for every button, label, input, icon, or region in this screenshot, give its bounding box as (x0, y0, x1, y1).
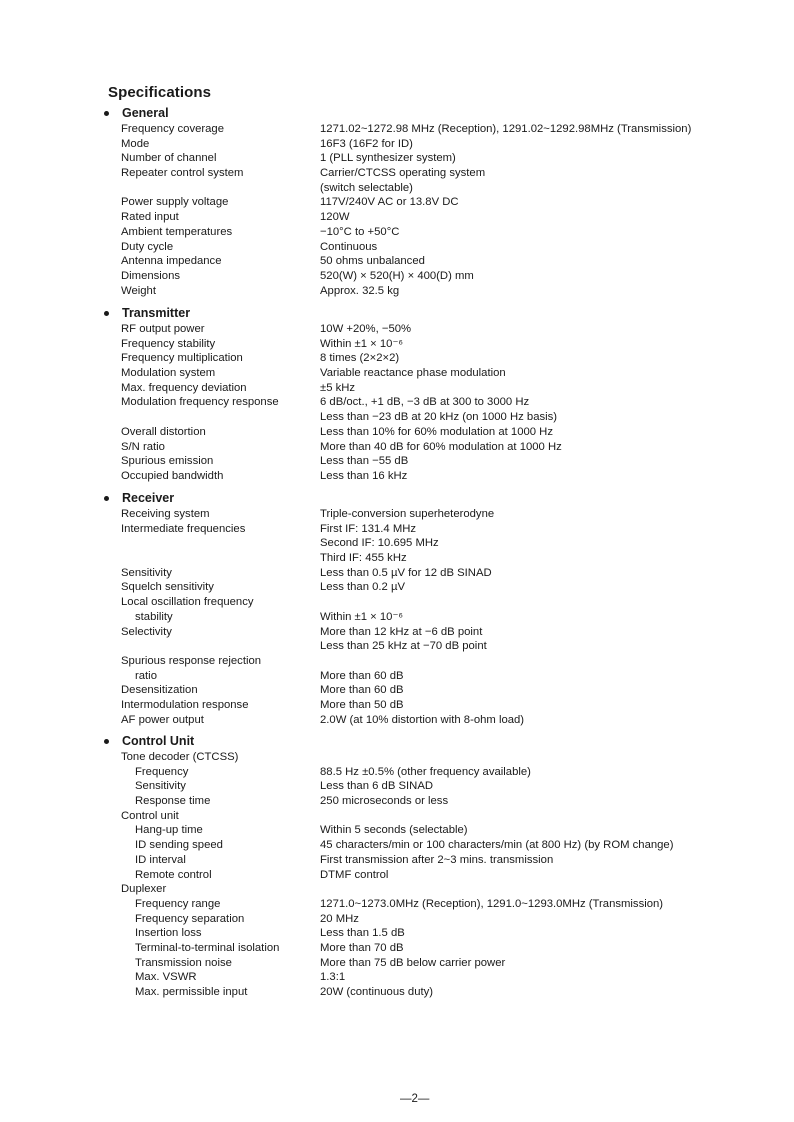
spec-label-line: Dimensions (121, 269, 181, 282)
spec-value (320, 425, 553, 440)
spec-label-line: Frequency coverage (121, 123, 224, 135)
spec-label-line: Selectivity (121, 625, 172, 638)
spec-label-line: Antenna impedance (121, 255, 222, 268)
spec-label (121, 595, 254, 624)
spec-row (0, 595, 794, 624)
spec-label (121, 566, 172, 581)
spec-label (121, 985, 247, 1000)
spec-rows (0, 122, 794, 298)
spec-label (121, 337, 215, 352)
spec-label-line: Spurious emission (121, 455, 214, 468)
bullet-icon (104, 311, 109, 316)
spec-row (0, 254, 794, 269)
spec-label (121, 580, 214, 595)
spec-row (0, 683, 794, 698)
spec-row (0, 195, 794, 210)
spec-row (0, 507, 794, 522)
spec-row (0, 985, 794, 1000)
spec-row (0, 654, 794, 683)
spec-value (320, 469, 407, 484)
spec-value-line: Less than 0.2 µV (320, 581, 406, 594)
spec-label-line: AF power output (121, 713, 204, 726)
spec-row (0, 853, 794, 868)
spec-label-line: Hang-up time (135, 824, 203, 837)
spec-value (320, 381, 355, 396)
spec-value-line: Less than −55 dB (320, 455, 409, 468)
spec-value-line: Less than 0.5 µV for 12 dB SINAD (320, 566, 492, 579)
spec-label (121, 351, 243, 366)
spec-label (121, 366, 215, 381)
spec-label (121, 683, 198, 698)
spec-row (0, 970, 794, 985)
spec-label (121, 137, 149, 152)
spec-value (320, 595, 403, 624)
spec-value-line: 520(W) × 520(H) × 400(D) mm (320, 269, 474, 282)
spec-value (320, 210, 350, 225)
spec-row (0, 425, 794, 440)
spec-label-line: Insertion loss (135, 927, 202, 940)
spec-value-line: Approx. 32.5 kg (320, 284, 400, 297)
spec-label (121, 794, 210, 809)
spec-value (320, 395, 557, 424)
spec-label-line: Occupied bandwidth (121, 469, 224, 482)
spec-value-line: 1271.0~1273.0MHz (Reception), 1291.0~1293.0MHz (Transmission) (320, 897, 664, 910)
spec-row (0, 469, 794, 484)
spec-value-line: 20 MHz (320, 912, 359, 925)
spec-label (121, 225, 232, 240)
spec-row (0, 522, 794, 566)
spec-label (121, 122, 224, 137)
spec-value-line: −10°C to +50°C (320, 225, 400, 238)
spec-row (0, 809, 794, 824)
spec-label-line: Max. permissible input (135, 986, 248, 998)
bullet-icon (104, 111, 109, 116)
spec-row (0, 698, 794, 713)
spec-label (121, 713, 204, 728)
spec-label (121, 956, 232, 971)
spec-label (121, 941, 279, 956)
spec-value (320, 322, 411, 337)
spec-label (121, 395, 279, 410)
spec-label-line: S/N ratio (121, 440, 165, 453)
spec-value (320, 225, 399, 240)
spec-row (0, 440, 794, 455)
spec-value-line: Within ±1 × 10⁻⁶ (320, 337, 404, 350)
spec-value (320, 625, 487, 654)
spec-row (0, 823, 794, 838)
spec-value (320, 522, 439, 566)
spec-value-line: More than 70 dB (320, 941, 404, 954)
spec-label-line: Control unit (121, 809, 179, 822)
spec-label-line: Desensitization (121, 684, 198, 697)
spec-row (0, 366, 794, 381)
spec-value (320, 926, 405, 941)
spec-label-line: RF output power (121, 323, 205, 335)
spec-value-line: 1 (PLL synthesizer system) (320, 152, 456, 165)
spec-label-line: Max. VSWR (135, 971, 197, 984)
spec-value-line: 117V/240V AC or 13.8V DC (320, 196, 459, 209)
spec-row (0, 926, 794, 941)
spec-value-line: 50 ohms unbalanced (320, 255, 425, 268)
spec-label-line: ID interval (135, 853, 186, 866)
spec-label (121, 240, 173, 255)
spec-row (0, 322, 794, 337)
spec-label-line: Power supply voltage (121, 196, 229, 209)
spec-label-line: Repeater control system (121, 167, 244, 180)
spec-label (121, 469, 223, 484)
spec-value-line: DTMF control (320, 868, 389, 881)
spec-row (0, 337, 794, 352)
spec-value (320, 683, 404, 698)
spec-label-line: Max. frequency deviation (121, 381, 247, 394)
spec-row (0, 868, 794, 883)
spec-value (320, 151, 456, 166)
bullet-icon (104, 739, 109, 744)
spec-label-line: Remote control (135, 868, 212, 881)
spec-row (0, 897, 794, 912)
spec-label (121, 868, 212, 883)
spec-value (320, 366, 506, 381)
spec-row (0, 580, 794, 595)
spec-value-line: ±5 kHz (320, 381, 356, 394)
spec-label-line: Intermediate frequencies (121, 522, 246, 535)
spec-label-line: Duty cycle (121, 240, 174, 253)
spec-row (0, 750, 794, 765)
spec-row (0, 566, 794, 581)
spec-value (320, 654, 404, 683)
spec-value-line: Within 5 seconds (selectable) (320, 824, 468, 837)
section-name: General (122, 106, 169, 120)
spec-label-line: Sensitivity (121, 566, 172, 579)
spec-row (0, 882, 794, 897)
spec-label (121, 440, 165, 455)
spec-value (320, 269, 474, 284)
spec-row (0, 765, 794, 780)
spec-value-line (320, 654, 404, 669)
spec-value-line: 120W (320, 211, 350, 224)
spec-label (121, 882, 166, 897)
spec-row (0, 225, 794, 240)
spec-value (320, 941, 404, 956)
page-title: Specifications (108, 84, 212, 101)
spec-row (0, 713, 794, 728)
spec-value-line: Carrier/CTCSS operating system (320, 167, 486, 180)
spec-label-line: Spurious response rejection (121, 654, 262, 667)
spec-label-line: ID sending speed (135, 839, 223, 852)
spec-row (0, 269, 794, 284)
spec-label (121, 425, 206, 440)
spec-value (320, 765, 531, 780)
spec-value-line: 250 microseconds or less (320, 795, 449, 808)
spec-label (121, 210, 179, 225)
spec-value-line: Within ±1 × 10⁻⁶ (320, 610, 404, 623)
spec-label (121, 381, 247, 396)
spec-label (121, 151, 216, 166)
spec-label (121, 970, 197, 985)
spec-value (320, 284, 399, 299)
spec-value (320, 195, 459, 210)
spec-value-line: Less than 25 kHz at −70 dB point (320, 640, 487, 653)
spec-value (320, 912, 359, 927)
spec-label (121, 750, 238, 765)
spec-value (320, 137, 413, 152)
page-number: —2— (400, 1093, 430, 1105)
spec-label (121, 625, 172, 640)
spec-label-line: Local oscillation frequency (121, 596, 254, 609)
spec-value (320, 868, 388, 883)
spec-label-line: Weight (121, 284, 156, 297)
spec-value-line: Second IF: 10.695 MHz (320, 537, 439, 550)
spec-label (121, 853, 186, 868)
spec-value-line (320, 595, 403, 610)
spec-value-line: 45 characters/min or 100 characters/min (at 800 Hz) (by ROM change) (320, 839, 674, 852)
spec-value-line: Less than 1.5 dB (320, 927, 405, 940)
spec-value (320, 240, 377, 255)
spec-value-line: First transmission after 2~3 mins. transmission (320, 853, 554, 866)
spec-label (121, 454, 213, 469)
spec-value-line: Less than −23 dB at 20 kHz (on 1000 Hz basis) (320, 411, 558, 424)
spec-value (320, 970, 345, 985)
spec-label (121, 823, 203, 838)
spec-label-line: Frequency (135, 765, 189, 778)
spec-value (320, 838, 673, 853)
spec-label (121, 926, 202, 941)
spec-value-line: 10W +20%, −50% (320, 323, 412, 335)
spec-label-line: Mode (121, 137, 150, 150)
spec-row (0, 351, 794, 366)
spec-row (0, 240, 794, 255)
spec-value (320, 823, 468, 838)
spec-value-line: 20W (continuous duty) (320, 986, 434, 998)
spec-row (0, 454, 794, 469)
spec-label-line: Transmission noise (135, 956, 232, 969)
spec-label-line: Frequency multiplication (121, 352, 243, 365)
spec-value (320, 337, 403, 352)
spec-label (121, 522, 245, 537)
spec-label (121, 284, 156, 299)
spec-label-line: Sensitivity (135, 780, 186, 793)
spec-label (121, 195, 228, 210)
spec-value (320, 897, 663, 912)
spec-row (0, 151, 794, 166)
spec-label-line: ratio (135, 669, 157, 682)
spec-label (121, 912, 244, 927)
spec-label (121, 779, 186, 794)
spec-value-line: More than 50 dB (320, 699, 404, 712)
spec-label (121, 765, 188, 780)
spec-row (0, 137, 794, 152)
spec-value-line: 2.0W (at 10% distortion with 8-ohm load) (320, 713, 525, 726)
spec-value (320, 507, 494, 522)
spec-value (320, 853, 553, 868)
spec-value-line: More than 40 dB for 60% modulation at 1000 Hz (320, 440, 562, 453)
spec-value-line: More than 60 dB (320, 669, 404, 682)
spec-label-line: Terminal-to-terminal isolation (135, 941, 280, 954)
spec-label (121, 698, 248, 713)
section-name: Transmitter (122, 306, 191, 320)
spec-row (0, 210, 794, 225)
spec-value (320, 351, 399, 366)
spec-value (320, 779, 433, 794)
spec-label-line: Duplexer (121, 883, 167, 896)
spec-label-line: Frequency range (135, 897, 221, 910)
spec-label (121, 897, 220, 912)
spec-value (320, 166, 485, 195)
spec-value-line: Less than 16 kHz (320, 469, 408, 482)
spec-label (121, 809, 179, 824)
spec-label-line: Squelch sensitivity (121, 581, 214, 594)
spec-value-line: Less than 10% for 60% modulation at 1000 Hz (320, 425, 553, 438)
spec-value (320, 698, 404, 713)
spec-label-line: stability (135, 610, 173, 623)
spec-label-line: Intermodulation response (121, 699, 249, 712)
spec-label-line: Ambient temperatures (121, 225, 233, 238)
spec-value-line: More than 12 kHz at −6 dB point (320, 625, 483, 638)
spec-label (121, 654, 261, 683)
spec-row (0, 122, 794, 137)
spec-row (0, 779, 794, 794)
spec-value-line: Continuous (320, 240, 378, 253)
spec-row (0, 956, 794, 971)
spec-rows (0, 750, 794, 1000)
spec-row (0, 381, 794, 396)
spec-value-line: 88.5 Hz ±0.5% (other frequency available) (320, 765, 531, 778)
spec-row (0, 912, 794, 927)
spec-row (0, 838, 794, 853)
spec-value (320, 794, 448, 809)
spec-label-line: Frequency separation (135, 912, 245, 925)
spec-label-line: Modulation frequency response (121, 396, 279, 409)
spec-label-line: Frequency stability (121, 337, 216, 350)
spec-value-line: More than 60 dB (320, 684, 404, 697)
spec-label-line: Modulation system (121, 367, 216, 380)
spec-row (0, 395, 794, 424)
spec-value (320, 440, 562, 455)
spec-value-line: First IF: 131.4 MHz (320, 522, 417, 535)
spec-row (0, 284, 794, 299)
spec-value (320, 956, 505, 971)
bullet-icon (104, 496, 109, 501)
spec-value-line: 1.3:1 (320, 971, 346, 984)
spec-label (121, 838, 223, 853)
spec-value-line: 8 times (2×2×2) (320, 352, 400, 365)
spec-value (320, 122, 691, 137)
spec-value-line: Triple-conversion superheterodyne (320, 508, 495, 520)
spec-label (121, 166, 243, 181)
spec-label-line: Response time (135, 795, 211, 808)
spec-value-line: 6 dB/oct., +1 dB, −3 dB at 300 to 3000 Hz (320, 396, 530, 409)
spec-label (121, 254, 222, 269)
spec-label-line: Number of channel (121, 152, 217, 165)
spec-label (121, 507, 210, 522)
spec-row (0, 941, 794, 956)
spec-label (121, 269, 180, 284)
spec-row (0, 625, 794, 654)
section-name: Receiver (122, 491, 175, 505)
spec-label-line: Rated input (121, 211, 179, 224)
spec-row (0, 794, 794, 809)
section-name: Control Unit (122, 734, 195, 748)
spec-value-line: 1271.02~1272.98 MHz (Reception), 1291.02~1292.98MHz (Transmission) (320, 123, 692, 135)
spec-value-line: Less than 6 dB SINAD (320, 780, 434, 793)
spec-rows (0, 507, 794, 727)
spec-label-line: Tone decoder (CTCSS) (121, 751, 239, 763)
spec-value-line: Third IF: 455 kHz (320, 552, 407, 565)
spec-value (320, 566, 492, 581)
spec-rows (0, 322, 794, 484)
spec-value-line: Variable reactance phase modulation (320, 367, 506, 380)
spec-label (121, 322, 205, 337)
spec-row (0, 166, 794, 195)
spec-value-line: 16F3 (16F2 for ID) (320, 137, 413, 150)
spec-value-line: More than 75 dB below carrier power (320, 956, 506, 969)
spec-value (320, 985, 433, 1000)
spec-value (320, 254, 425, 269)
spec-label-line: Overall distortion (121, 425, 206, 438)
spec-label-line: Receiving system (121, 508, 210, 520)
spec-value (320, 454, 408, 469)
spec-value (320, 713, 524, 728)
spec-value-line: (switch selectable) (320, 181, 413, 194)
spec-value (320, 580, 405, 595)
